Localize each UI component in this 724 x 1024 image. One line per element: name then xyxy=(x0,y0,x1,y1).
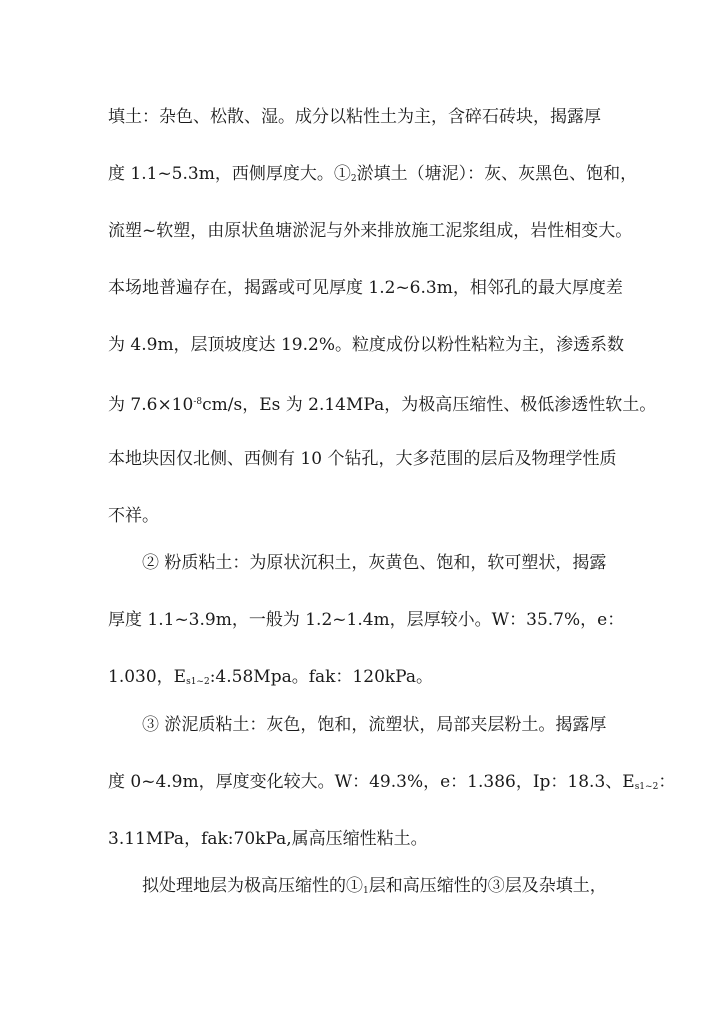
subscript: s1~2 xyxy=(634,782,659,792)
text-line-7: 本地块因仅北侧、西侧有 10 个钻孔，大多范围的层后及物理学性质 xyxy=(108,449,617,469)
text-segment: 层和高压缩性的③层及杂填土， xyxy=(368,876,607,896)
text-segment: 淤填土（塘泥）：灰、灰黑色、饱和， xyxy=(356,164,638,184)
text-line-11 xyxy=(108,667,433,687)
text-line-10: 厚度 1.1~3.9m，一般为 1.2~1.4m，层厚较小。W：35.7%，e： xyxy=(108,610,625,630)
text-segment: 度 1.1~5.3m，西侧厚度大。① xyxy=(108,164,351,184)
text-line-13 xyxy=(108,772,675,792)
text-line-3: 流塑~软塑，由原状鱼塘淤泥与外来排放施工泥浆组成，岩性相变大。 xyxy=(108,221,633,241)
text-line-15 xyxy=(142,876,607,896)
text-line-1: 填土：杂色、松散、湿。成分以粘性土为主，含碎石砖块，揭露厚 xyxy=(108,107,601,127)
text-segment: 度 0~4.9m，厚度变化较大。W：49.3%，e：1.386，Ip：18.3、E xyxy=(108,772,635,792)
text-segment: 拟处理地层为极高压缩性的① xyxy=(142,876,363,896)
text-line-2 xyxy=(108,164,637,184)
text-segment: :4.58Mpa。fak：120kPa。 xyxy=(209,667,433,687)
subscript: 1 xyxy=(363,886,369,896)
text-line-6 xyxy=(108,392,657,415)
text-segment: ： xyxy=(658,772,676,792)
text-line-8: 不祥。 xyxy=(108,506,159,526)
superscript: -8 xyxy=(193,397,203,407)
text-line-12: ③ 淤泥质粘土：灰色，饱和，流塑状，局部夹层粉土。揭露厚 xyxy=(142,715,607,735)
text-segment: 1.030，E xyxy=(108,667,187,687)
text-line-9: ② 粉质粘土：为原状沉积土，灰黄色、饱和，软可塑状，揭露 xyxy=(142,553,607,573)
text-line-4: 本场地普遍存在，揭露或可见厚度 1.2~6.3m，相邻孔的最大厚度差 xyxy=(108,278,623,298)
subscript: s1~2 xyxy=(186,677,210,687)
text-line-14: 3.11MPa，fak:70kPa,属高压缩性粘土。 xyxy=(108,829,428,849)
text-line-5: 为 4.9m，层顶坡度达 19.2%。粒度成份以粉性粘粒为主，渗透系数 xyxy=(108,335,624,355)
text-segment: cm/s，Es 为 2.14MPa，为极高压缩性、极低渗透性软土。 xyxy=(202,395,657,415)
text-segment: 为 7.6×10 xyxy=(108,395,194,415)
subscript: 2 xyxy=(350,174,357,184)
